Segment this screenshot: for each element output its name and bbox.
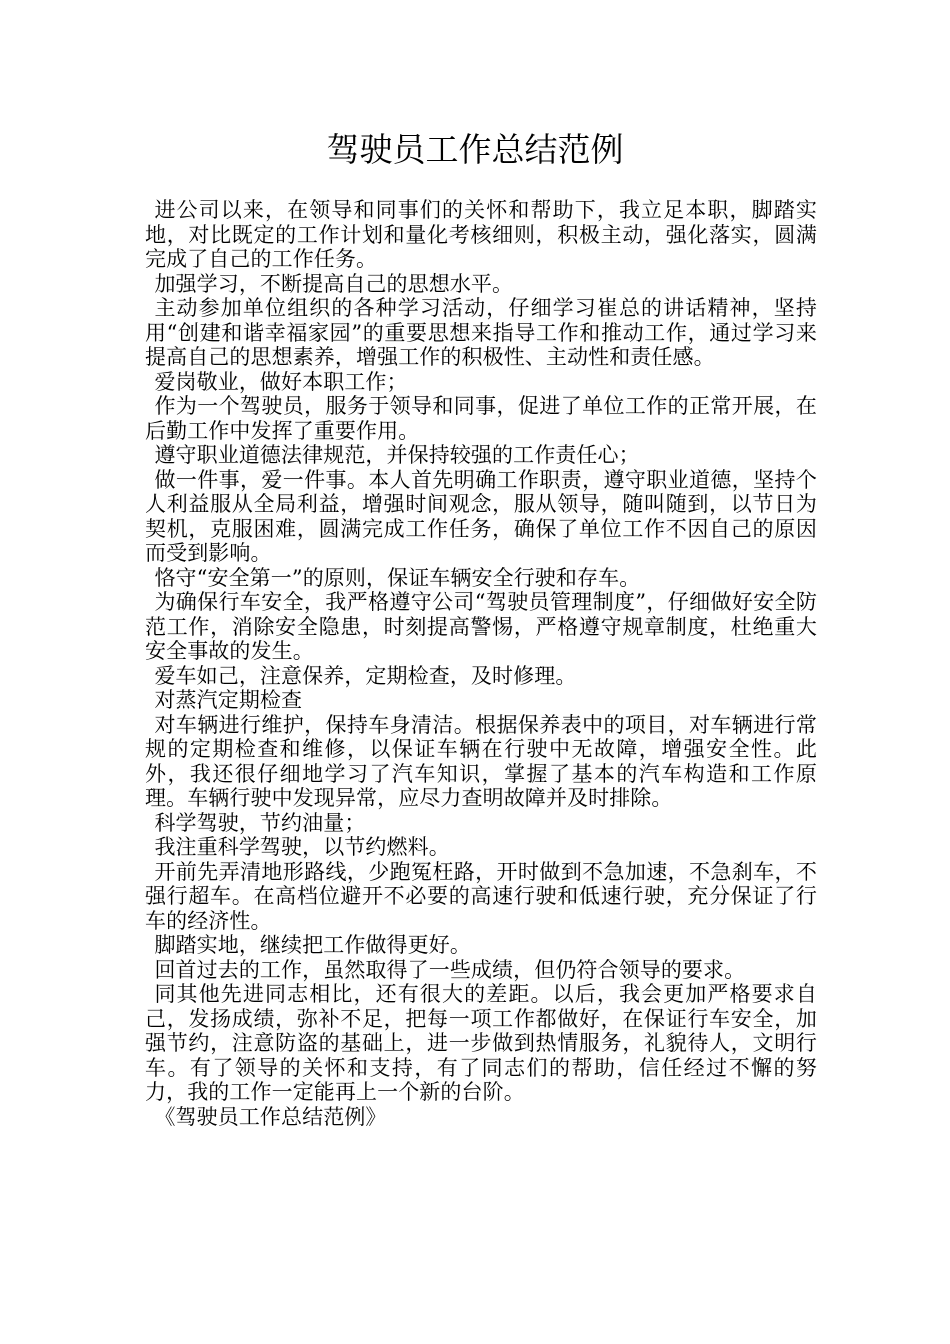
paragraph: 作为一个驾驶员，服务于领导和同事，促进了单位工作的正常开展，在后勤工作中发挥了重要作用。 — [145, 394, 817, 443]
paragraph: 恪守“安全第一”的原则，保证车辆安全行驶和存车。 — [154, 565, 641, 590]
paragraph: 爱岗敬业，做好本职工作； — [154, 369, 408, 394]
paragraph: 同其他先进同志相比，还有很大的差距。以后，我会更加严格要求自己，发扬成绩，弥补不足，把每一项工作都做好，在保证行车安全，加强节约，注意防盗的基础上，进一步做到热情服务，礼貌待人，文明行车。有了领导的关怀和支持，有了同志们的帮助，信任经过不懈的努力，我的工作一定能再上一个新的台阶。 — [145, 982, 817, 1104]
paragraph: 进公司以来，在领导和同事们的关怀和帮助下，我立足本职，脚踏实地，对比既定的工作计划和量化考核细则，积极主动，强化落实，圆满完成了自己的工作任务。 — [145, 198, 817, 271]
document-title: 驾驶员工作总结范例 — [326, 130, 624, 169]
paragraph: 主动参加单位组织的各种学习活动，仔细学习崔总的讲话精神，坚持用“创建和谐幸福家园”的重要思想来指导工作和推动工作，通过学习来提高自己的思想素养，增强工作的积极性、主动性和责任感。 — [145, 296, 817, 369]
paragraph: 回首过去的工作，虽然取得了一些成绩，但仍符合领导的要求。 — [154, 957, 746, 982]
paragraph: 对蒸汽定期检查 — [154, 688, 303, 712]
paragraph: 爱车如己，注意保养，定期检查，及时修理。 — [154, 663, 577, 688]
paragraph: 脚踏实地，继续把工作做得更好。 — [154, 933, 471, 957]
document-body — [145, 198, 817, 1129]
paragraph: 《驾驶员工作总结范例》 — [154, 1104, 387, 1129]
paragraph: 科学驾驶，节约油量； — [154, 810, 366, 835]
paragraph: 加强学习，不断提高自己的思想水平。 — [154, 271, 514, 296]
paragraph: 为确保行车安全，我严格遵守公司“驾驶员管理制度”，仔细做好安全防范工作，消除安全隐患，时刻提高警惕，严格遵守规章制度，杜绝重大安全事故的发生。 — [145, 590, 817, 663]
paragraph: 我注重科学驾驶，以节约燃料。 — [154, 835, 450, 859]
paragraph: 遵守职业道德法律规范，并保持较强的工作责任心； — [154, 443, 640, 467]
paragraph: 做一件事，爱一件事。本人首先明确工作职责，遵守职业道德，坚持个人利益服从全局利益，增强时间观念，服从领导，随叫随到，以节日为契机，克服困难，圆满完成工作任务，确保了单位工作不因自己的原因而受到影响。 — [145, 467, 817, 565]
paragraph: 开前先弄清地形路线，少跑冤枉路，开时做到不急加速，不急刹车，不强行超车。在高档位避开不必要的高速行驶和低速行驶，充分保证了行车的经济性。 — [145, 859, 817, 933]
paragraph: 对车辆进行维护，保持车身清洁。根据保养表中的项目，对车辆进行常规的定期检查和维修，以保证车辆在行驶中无故障，增强安全性。此外，我还很仔细地学习了汽车知识，掌握了基本的汽车构造和工作原理。车辆行驶中发现异常，应尽力查明故障并及时排除。 — [145, 712, 817, 810]
